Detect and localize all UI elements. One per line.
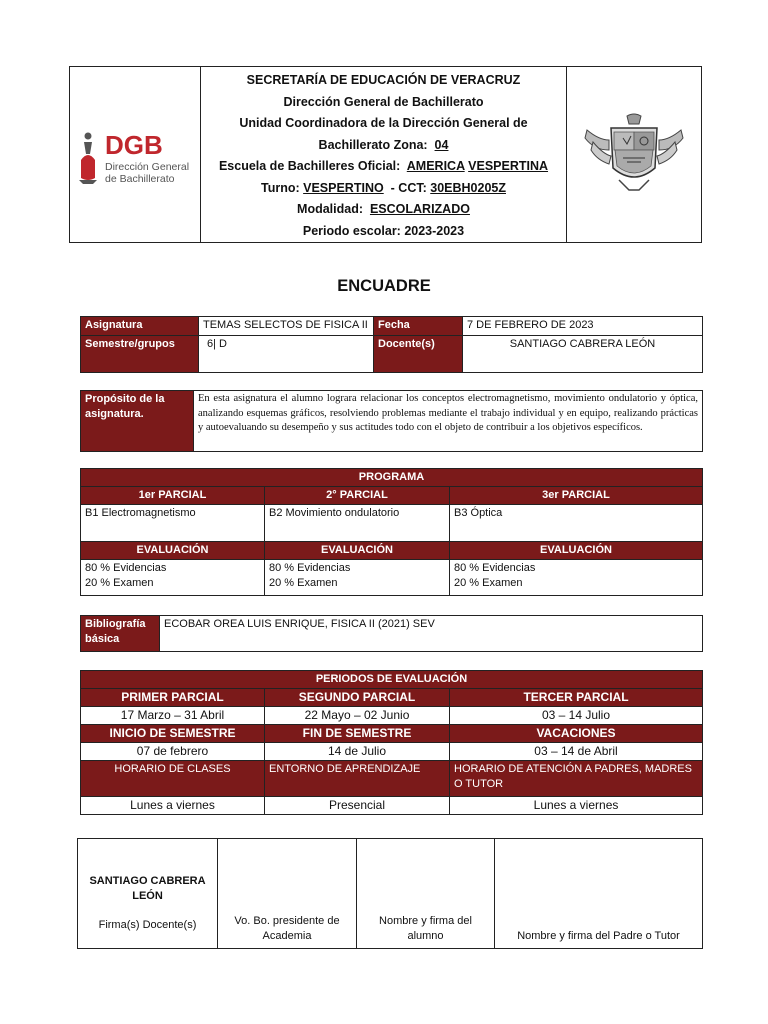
evaluacion-3-header: EVALUACIÓN [450, 542, 703, 560]
header-line-3a: Unidad Coordinadora de la Dirección General de [239, 116, 528, 130]
escuela-name-1: AMERICA [406, 159, 465, 173]
firma-tutor-cell [495, 839, 703, 949]
firma-academia-label: Vo. Bo. presidente de Academia [234, 915, 340, 942]
parcial-1-header: 1er PARCIAL [81, 487, 265, 505]
docente-firma-name: SANTIAGO CABRERA LEÓN [89, 875, 206, 902]
primer-parcial-date: 17 Marzo – 31 Abril [81, 707, 265, 725]
periodos-table [80, 670, 703, 815]
parcial-2-header: 2° PARCIAL [265, 487, 450, 505]
evaluacion-2-header: EVALUACIÓN [265, 542, 450, 560]
periodos-title: PERIODOS DE EVALUACIÓN [81, 671, 703, 689]
entorno-value: Presencial [265, 797, 450, 815]
vacaciones-date: 03 – 14 de Abril [450, 743, 703, 761]
fecha-value: 7 DE FEBRERO DE 2023 [463, 317, 703, 336]
turno-value: VESPERTINO [303, 180, 384, 195]
proposito-label: Propósito de la asignatura. [81, 391, 194, 452]
docente-value: SANTIAGO CABRERA LEÓN [463, 336, 703, 373]
header-escuela: Escuela de Bachilleres Oficial: AMERICA VESPERTINA [218, 159, 549, 173]
header-periodo: Periodo escolar: 2023-2023 [302, 223, 465, 238]
inicio-semestre-date: 07 de febrero [81, 743, 265, 761]
horario-atencion-header: HORARIO DE ATENCIÓN A PADRES, MADRES O TUTOR [450, 761, 703, 797]
parcial-1-tema: B1 Electromagnetismo [81, 505, 265, 542]
parcial-3-header: 3er PARCIAL [450, 487, 703, 505]
programa-table [80, 468, 703, 596]
programa-title: PROGRAMA [81, 469, 703, 487]
horario-atencion-value: Lunes a viernes [450, 797, 703, 815]
header-line-1: SECRETARÍA DE EDUCACIÓN DE VERACRUZ [246, 73, 521, 87]
header-modalidad: Modalidad: ESCOLARIZADO [297, 202, 470, 216]
docente-label: Docente(s) [374, 336, 463, 373]
header-line-3b: Bachillerato Zona: 04 [318, 137, 449, 152]
logo-subtitle-2: de Bachillerato [105, 172, 175, 185]
evaluacion-3-cell: 80 % Evidencias 20 % Examen [450, 560, 703, 596]
evaluacion-1-header: EVALUACIÓN [81, 542, 265, 560]
header-box [69, 66, 702, 243]
fin-semestre-date: 14 de Julio [265, 743, 450, 761]
dgb-logo-icon [75, 120, 195, 190]
entorno-header: ENTORNO DE APRENDIZAJE [265, 761, 450, 797]
logo-text: DGB [105, 129, 163, 160]
firma-docente-label: Firma(s) Docente(s) [98, 919, 197, 931]
primer-parcial-header: PRIMER PARCIAL [81, 689, 265, 707]
eagle-crest-icon [579, 110, 689, 200]
veracruz-crest [567, 67, 701, 242]
firma-academia-cell [218, 839, 357, 949]
evaluacion-1-cell: 80 % Evidencias 20 % Examen [81, 560, 265, 596]
modalidad-value: ESCOLARIZADO [369, 202, 470, 216]
page-title: ENCUADRE [337, 277, 431, 295]
asignatura-value: TEMAS SELECTOS DE FISICA II [199, 317, 374, 336]
segundo-parcial-header: SEGUNDO PARCIAL [265, 689, 450, 707]
proposito-table [80, 390, 703, 452]
bibliografia-label: Bibliografía básica [81, 616, 160, 652]
semestre-label: Semestre/grupos [81, 336, 199, 373]
bibliografia-text: ECOBAR OREA LUIS ENRIQUE, FISICA II (2021) SEV [160, 616, 703, 652]
evaluacion-2-cell: 80 % Evidencias 20 % Examen [265, 560, 450, 596]
firma-alumno-label: Nombre y firma del alumno [379, 915, 472, 942]
fin-semestre-header: FIN DE SEMESTRE [265, 725, 450, 743]
horario-clases-value: Lunes a viernes [81, 797, 265, 815]
cct-value: 30EBH0205Z [430, 180, 506, 195]
firmas-table [77, 838, 703, 949]
header-line-2: Dirección General de Bachillerato [283, 94, 484, 109]
info-table [80, 316, 703, 373]
escuela-name-2: VESPERTINA [468, 159, 549, 173]
firma-docente-cell [78, 839, 218, 949]
zona-value: 04 [434, 137, 449, 152]
firma-tutor-label: Nombre y firma del Padre o Tutor [517, 930, 680, 942]
tercer-parcial-date: 03 – 14 Julio [450, 707, 703, 725]
segundo-parcial-date: 22 Mayo – 02 Junio [265, 707, 450, 725]
header-text [201, 67, 567, 242]
vacaciones-header: VACACIONES [450, 725, 703, 743]
horario-clases-header: HORARIO DE CLASES [81, 761, 265, 797]
asignatura-label: Asignatura [81, 317, 199, 336]
logo-subtitle-1: Dirección General [105, 160, 190, 173]
parcial-2-tema: B2 Movimiento ondulatorio [265, 505, 450, 542]
tercer-parcial-header: TERCER PARCIAL [450, 689, 703, 707]
firma-alumno-cell [357, 839, 495, 949]
bibliografia-table [80, 615, 703, 652]
semestre-value: 6| D [199, 336, 374, 373]
fecha-label: Fecha [374, 317, 463, 336]
dgb-logo [70, 67, 201, 242]
parcial-3-tema: B3 Óptica [450, 505, 703, 542]
inicio-semestre-header: INICIO DE SEMESTRE [81, 725, 265, 743]
proposito-text: En esta asignatura el alumno lograra relacionar los conceptos electromagnetismo, movimiento ondulatorio y óptica, analizando esquemas gráficos, resolviendo problemas mediante el trabajo individual y en equipo, realizando prácticas y autoevaluando su desempeño y sus actitudes todo con el objeto de contribuir a los objetivos específicos. [194, 391, 703, 452]
header-turno: Turno: VESPERTINO - CCT: 30EBH0205Z [260, 180, 506, 195]
